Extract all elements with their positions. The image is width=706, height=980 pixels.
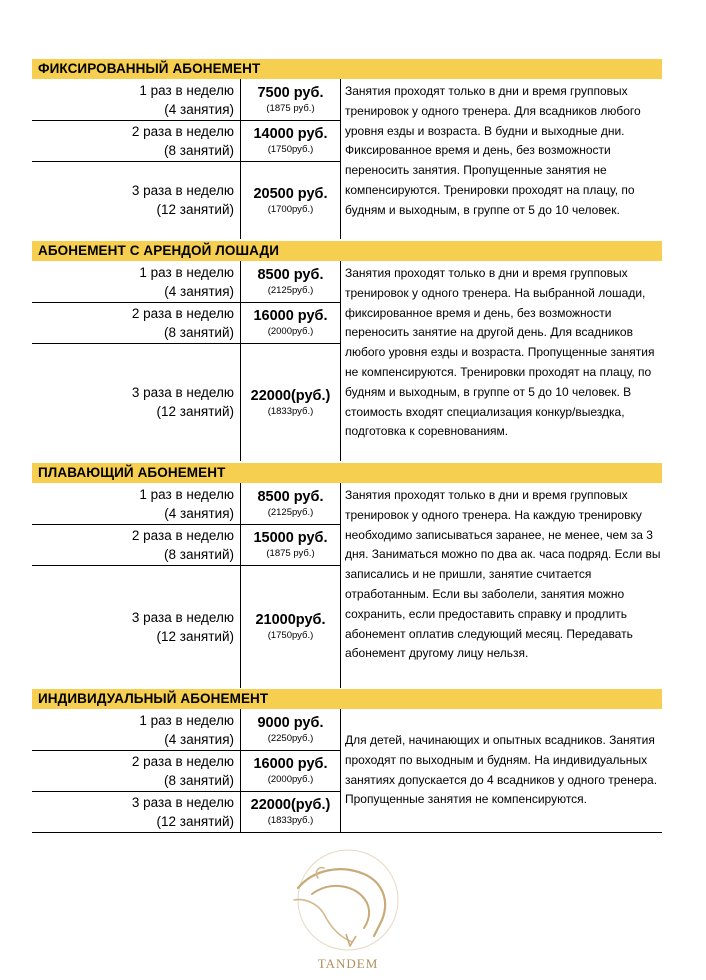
per-lesson-price: (1875 руб.)	[266, 548, 315, 559]
frequency-label: 3 раза в неделю	[131, 609, 234, 625]
frequency-label: 2 раза в неделю	[131, 123, 234, 139]
per-lesson-price: (2250руб.)	[267, 733, 314, 744]
per-lesson-price: (2000руб.)	[267, 326, 314, 337]
price: 15000 руб.	[253, 530, 328, 546]
price-cell	[240, 750, 341, 791]
frequency-cell	[32, 261, 240, 302]
description: Занятия проходят только в дни и время групповых тренировок у одного тренера. На выбранной лошади, фиксированное время и день, без возможности переносить занятие на другой день. Для всадников любого уровня езды и возраста. Пропущенные занятия не компенсируются. Тренировки проходят на плацу, по будням и выходным, в группе от 5 до 10 человек. В стоимость входят специализация конкур/выездка, подготовка к соревнованиям.	[345, 266, 655, 439]
lesson-count: (8 занятий)	[164, 772, 234, 788]
table-bottom-border	[32, 832, 662, 833]
frequency-label: 1 раз в неделю	[139, 82, 234, 98]
frequency-cell	[32, 302, 240, 343]
price: 22000(руб.)	[250, 797, 331, 813]
frequency-cell	[32, 524, 240, 565]
section-horse-rental-subscription	[32, 241, 662, 461]
price: 9000 руб.	[257, 715, 324, 731]
section-individual-subscription	[32, 689, 662, 832]
section-title: ПЛАВАЮЩИЙ АБОНЕМЕНТ	[32, 463, 662, 483]
price: 16000 руб.	[253, 756, 328, 772]
per-lesson-price: (1833руб.)	[267, 815, 314, 826]
lesson-count: (8 занятий)	[164, 546, 234, 562]
lesson-count: (8 занятий)	[164, 142, 234, 158]
frequency-cell	[32, 791, 240, 832]
frequency-cell	[32, 709, 240, 750]
price: 7500 руб.	[257, 85, 324, 101]
lesson-count: (12 занятий)	[156, 813, 234, 829]
price-cell	[240, 709, 341, 750]
lesson-count: (12 занятий)	[156, 202, 234, 217]
frequency-label: 1 раз в неделю	[139, 712, 234, 728]
price: 22000(руб.)	[250, 387, 331, 404]
frequency-label: 2 раза в неделю	[131, 305, 234, 321]
price: 20500 руб.	[253, 185, 328, 202]
lesson-count: (4 занятия)	[164, 101, 234, 117]
per-lesson-price: (2125руб.)	[267, 507, 314, 518]
price-cell	[240, 483, 341, 524]
frequency-cell	[32, 79, 240, 120]
lesson-count: (12 занятий)	[156, 628, 234, 644]
price-cell	[240, 565, 341, 688]
price: 8500 руб.	[257, 267, 324, 283]
price-cell	[240, 261, 341, 302]
price-cell	[240, 79, 341, 120]
section-floating-subscription	[32, 463, 662, 688]
horse-head-icon	[278, 848, 418, 956]
price: 21000руб.	[255, 612, 326, 628]
frequency-label: 2 раза в неделю	[131, 753, 234, 769]
frequency-cell	[32, 483, 240, 524]
price-cell	[240, 302, 341, 343]
frequency-label: 2 раза в неделю	[131, 527, 234, 543]
frequency-label: 3 раза в неделю	[131, 794, 234, 810]
description: Для детей, начинающих и опытных всадников. Занятия проходят по выходным и будням. На индивидуальных занятиях допускается до 4 всадников у одного тренера. Пропущенные занятия не компенсируются.	[345, 733, 658, 807]
per-lesson-price: (1875 руб.)	[266, 103, 315, 114]
frequency-label: 3 раза в неделю	[131, 385, 234, 400]
price: 8500 руб.	[257, 489, 324, 505]
frequency-cell	[32, 343, 240, 461]
lesson-count: (12 занятий)	[156, 404, 234, 419]
per-lesson-price: (2125руб.)	[267, 285, 314, 296]
per-lesson-price: (1700руб.)	[267, 203, 314, 215]
tandem-logo	[278, 848, 418, 978]
section-title: ФИКСИРОВАННЫЙ АБОНЕМЕНТ	[32, 59, 662, 79]
price: 14000 руб.	[253, 126, 328, 142]
price-cell	[240, 524, 341, 565]
section-fixed-subscription	[32, 59, 662, 239]
frequency-cell	[32, 161, 240, 239]
price-cell	[240, 161, 341, 239]
frequency-cell	[32, 120, 240, 161]
frequency-label: 1 раз в неделю	[139, 264, 234, 280]
frequency-cell	[32, 565, 240, 688]
price-cell	[240, 791, 341, 832]
per-lesson-price: (1833руб.)	[267, 405, 314, 417]
section-title: АБОНЕМЕНТ С АРЕНДОЙ ЛОШАДИ	[32, 241, 662, 261]
price-cell	[240, 120, 341, 161]
price-cell	[240, 343, 341, 461]
price: 16000 руб.	[253, 308, 328, 324]
lesson-count: (4 занятия)	[164, 283, 234, 299]
per-lesson-price: (2000руб.)	[267, 774, 314, 785]
logo-text: TANDEM	[317, 956, 379, 971]
lesson-count: (4 занятия)	[164, 731, 234, 747]
description: Занятия проходят только в дни и время групповых тренировок у одного тренера. На каждую тренировку необходимо записываться заранее, не менее, чем за 3 дня. Заниматься можно по два ак. часа подряд. Если вы записались и не пришли, занятие считается отработанным. Если вы заболели, занятия можно сохранить, если предоставить справку и продлить абонемент оплатив следующий месяц. Передавать абонемент другому лицу нельзя.	[345, 488, 661, 661]
frequency-cell	[32, 750, 240, 791]
per-lesson-price: (1750руб.)	[267, 144, 314, 155]
description: Занятия проходят только в дни и время групповых тренировок у одного тренера. Для всадников любого уровня езды и возраста. В будни и выходные дни. Фиксированное время и день, без возможности переносить занятия. Пропущенные занятия не компенсируются. Тренировки проходят на плацу, по будням и выходным, в группе от 5 до 10 человек.	[345, 84, 641, 217]
section-title: ИНДИВИДУАЛЬНЫЙ АБОНЕМЕНТ	[32, 689, 662, 709]
per-lesson-price: (1750руб.)	[267, 630, 314, 641]
frequency-label: 1 раз в неделю	[139, 486, 234, 502]
lesson-count: (8 занятий)	[164, 324, 234, 340]
lesson-count: (4 занятия)	[164, 505, 234, 521]
frequency-label: 3 раза в неделю	[131, 183, 234, 198]
